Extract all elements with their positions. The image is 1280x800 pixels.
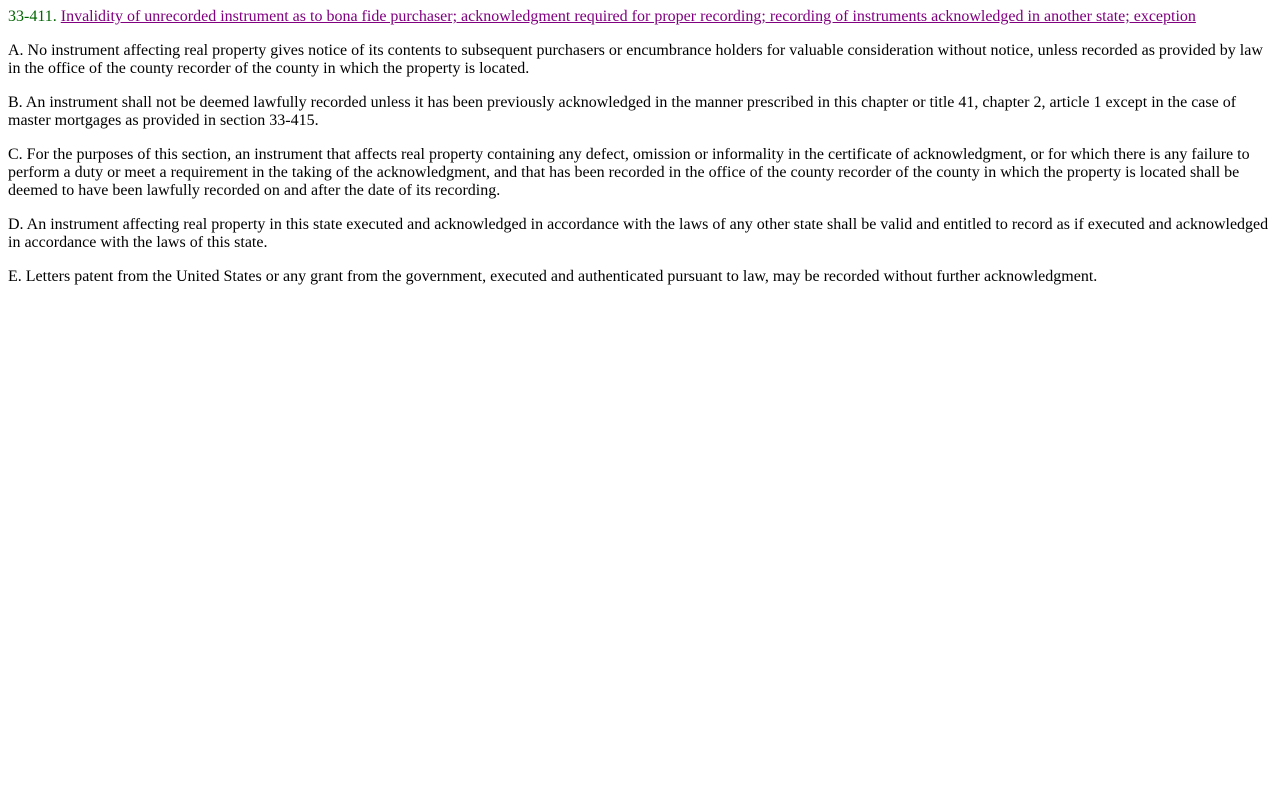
- section-number: 33-411.: [8, 8, 57, 25]
- section-title-link[interactable]: Invalidity of unrecorded instrument as to bona fide purchaser; acknowledgment required for proper recording; recording of instruments acknowledged in another state; exception: [60, 8, 1196, 25]
- paragraph-b: B. An instrument shall not be deemed lawfully recorded unless it has been previously acknowledged in the manner prescribed in this chapter or title 41, chapter 2, article 1 except in the case of master mortgages as provided in section 33-415.: [8, 94, 1237, 129]
- section-heading: [8, 8, 1272, 26]
- paragraph-e: E. Letters patent from the United States or any grant from the government, executed and authenticated pursuant to law, may be recorded without further acknowledgment.: [8, 268, 1098, 285]
- paragraph-c: C. For the purposes of this section, an instrument that affects real property containing any defect, omission or informality in the certificate of acknowledgment, or for which there is any failure to perform a duty or meet a requirement in the taking of the acknowledgment, and that has been recorded in the office of the county recorder of the county in which the property is located shall be deemed to have been lawfully recorded on and after the date of its recording.: [8, 146, 1250, 199]
- document: [0, 0, 1280, 286]
- paragraph-a: A. No instrument affecting real property gives notice of its contents to subsequent purchasers or encumbrance holders for valuable consideration without notice, unless recorded as provided by law in the office of the county recorder of the county in which the property is located.: [8, 42, 1263, 77]
- paragraph-d: D. An instrument affecting real property in this state executed and acknowledged in accordance with the laws of any other state shall be valid and entitled to record as if executed and acknowledged in accordance with the laws of this state.: [8, 216, 1269, 251]
